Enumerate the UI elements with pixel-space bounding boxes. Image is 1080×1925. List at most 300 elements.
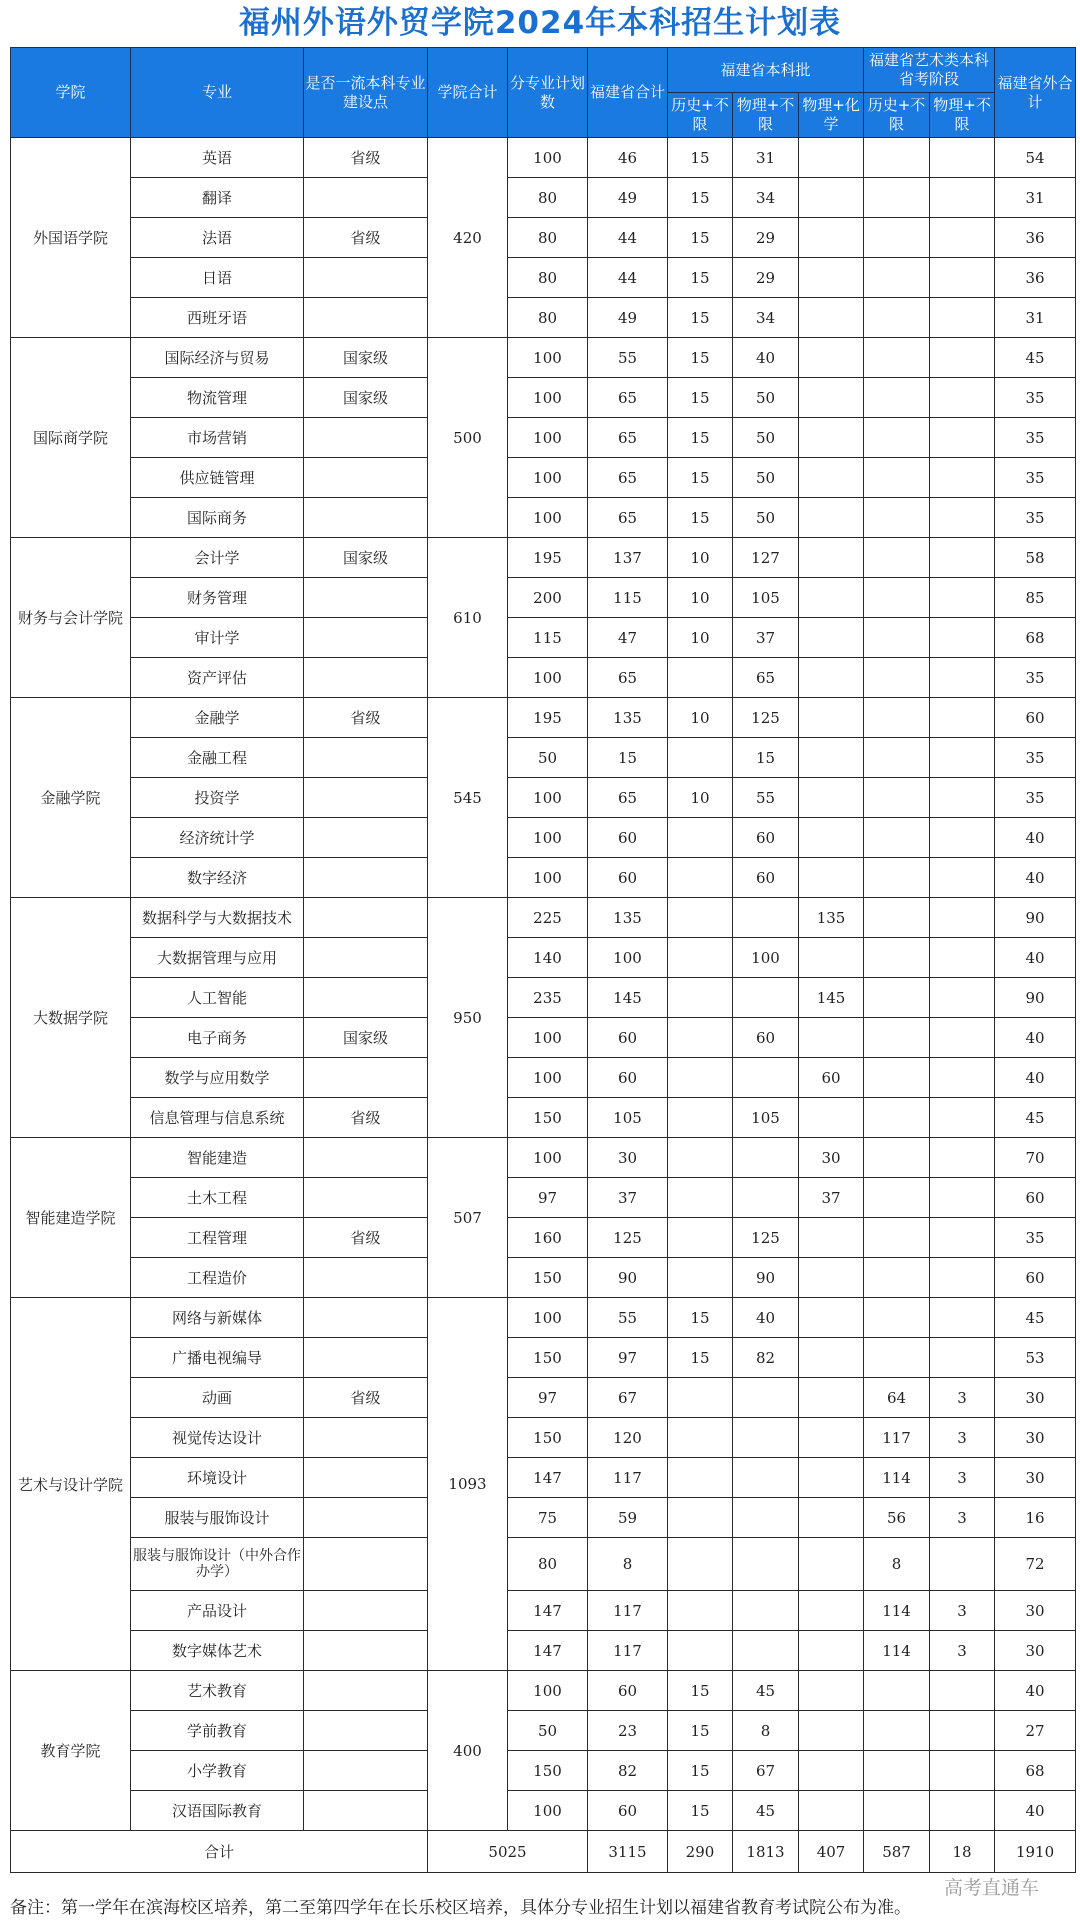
art-history <box>864 898 930 938</box>
college-total: 400 <box>428 1671 508 1831</box>
undergrad-physics <box>733 1538 799 1591</box>
header-fujian-total: 福建省合计 <box>588 48 668 138</box>
undergrad-physics-chem <box>799 138 864 178</box>
undergrad-physics: 127 <box>733 538 799 578</box>
art-history <box>864 1218 930 1258</box>
major-name: 数字经济 <box>131 858 304 898</box>
watermark: 高考直通车 <box>944 1877 1040 1899</box>
first-class-level <box>304 1258 428 1298</box>
fujian-total: 137 <box>588 538 668 578</box>
total-fujian: 3115 <box>588 1831 668 1873</box>
undergrad-physics: 60 <box>733 858 799 898</box>
major-name: 工程造价 <box>131 1258 304 1298</box>
undergrad-physics: 15 <box>733 738 799 778</box>
undergrad-history: 15 <box>668 218 733 258</box>
college-name: 国际商学院 <box>11 338 131 538</box>
art-history <box>864 1138 930 1178</box>
table-row <box>11 1098 1076 1138</box>
major-name: 英语 <box>131 138 304 178</box>
table-row <box>11 1458 1076 1498</box>
enrollment-plan-table <box>10 47 1076 1873</box>
header-outside-total: 福建省外合计 <box>995 48 1076 138</box>
major-name: 学前教育 <box>131 1711 304 1751</box>
table-row <box>11 738 1076 778</box>
art-physics <box>930 1751 995 1791</box>
table-row <box>11 1178 1076 1218</box>
undergrad-physics-chem <box>799 1791 864 1831</box>
fujian-total: 59 <box>588 1498 668 1538</box>
art-physics <box>930 1711 995 1751</box>
art-history <box>864 1791 930 1831</box>
college-name: 教育学院 <box>11 1671 131 1831</box>
outside-total: 35 <box>995 498 1076 538</box>
art-history <box>864 458 930 498</box>
major-name: 物流管理 <box>131 378 304 418</box>
outside-total: 54 <box>995 138 1076 178</box>
undergrad-physics-chem <box>799 818 864 858</box>
college-name: 外国语学院 <box>11 138 131 338</box>
first-class-level <box>304 258 428 298</box>
outside-total: 36 <box>995 218 1076 258</box>
undergrad-history <box>668 1378 733 1418</box>
outside-total: 68 <box>995 618 1076 658</box>
undergrad-history: 15 <box>668 138 733 178</box>
art-history <box>864 618 930 658</box>
undergrad-physics: 105 <box>733 578 799 618</box>
undergrad-physics <box>733 1458 799 1498</box>
art-physics <box>930 138 995 178</box>
art-history: 114 <box>864 1458 930 1498</box>
first-class-level <box>304 1591 428 1631</box>
fujian-total: 60 <box>588 1671 668 1711</box>
outside-total: 35 <box>995 1218 1076 1258</box>
undergrad-history <box>668 738 733 778</box>
first-class-level <box>304 1338 428 1378</box>
total-u2: 1813 <box>733 1831 799 1873</box>
table-row <box>11 858 1076 898</box>
outside-total: 35 <box>995 418 1076 458</box>
art-history: 114 <box>864 1591 930 1631</box>
table-row <box>11 1631 1076 1671</box>
undergrad-physics-chem <box>799 1631 864 1671</box>
outside-total: 58 <box>995 538 1076 578</box>
major-name: 法语 <box>131 218 304 258</box>
table-row <box>11 218 1076 258</box>
art-physics <box>930 618 995 658</box>
first-class-level <box>304 418 428 458</box>
major-name: 国际商务 <box>131 498 304 538</box>
fujian-total: 115 <box>588 578 668 618</box>
art-history <box>864 178 930 218</box>
art-history <box>864 698 930 738</box>
first-class-level: 国家级 <box>304 378 428 418</box>
major-name: 财务管理 <box>131 578 304 618</box>
first-class-level <box>304 1631 428 1671</box>
undergrad-physics-chem <box>799 1378 864 1418</box>
table-row <box>11 1498 1076 1538</box>
art-physics <box>930 378 995 418</box>
art-physics <box>930 818 995 858</box>
outside-total: 30 <box>995 1418 1076 1458</box>
major-plan: 200 <box>508 578 588 618</box>
undergrad-history <box>668 818 733 858</box>
undergrad-history <box>668 1458 733 1498</box>
art-physics <box>930 1218 995 1258</box>
undergrad-physics-chem <box>799 1418 864 1458</box>
first-class-level: 省级 <box>304 1218 428 1258</box>
first-class-level <box>304 1058 428 1098</box>
table-row <box>11 978 1076 1018</box>
undergrad-physics-chem: 37 <box>799 1178 864 1218</box>
major-plan: 75 <box>508 1498 588 1538</box>
undergrad-physics: 50 <box>733 418 799 458</box>
undergrad-physics-chem <box>799 778 864 818</box>
major-plan: 100 <box>508 338 588 378</box>
header-college-total: 学院合计 <box>428 48 508 138</box>
table-row <box>11 1378 1076 1418</box>
fujian-total: 117 <box>588 1631 668 1671</box>
major-plan: 150 <box>508 1338 588 1378</box>
total-u1: 290 <box>668 1831 733 1873</box>
first-class-level <box>304 458 428 498</box>
fujian-total: 55 <box>588 1298 668 1338</box>
undergrad-physics: 125 <box>733 698 799 738</box>
first-class-level <box>304 858 428 898</box>
table-row <box>11 1591 1076 1631</box>
outside-total: 31 <box>995 298 1076 338</box>
art-physics <box>930 1018 995 1058</box>
first-class-level: 国家级 <box>304 338 428 378</box>
undergrad-physics <box>733 1138 799 1178</box>
undergrad-history <box>668 858 733 898</box>
undergrad-history: 15 <box>668 178 733 218</box>
first-class-level <box>304 618 428 658</box>
fujian-total: 55 <box>588 338 668 378</box>
outside-total: 45 <box>995 1298 1076 1338</box>
undergrad-physics-chem: 135 <box>799 898 864 938</box>
undergrad-physics-chem: 145 <box>799 978 864 1018</box>
fujian-total: 82 <box>588 1751 668 1791</box>
major-plan: 150 <box>508 1098 588 1138</box>
total-plan: 5025 <box>428 1831 588 1873</box>
undergrad-history <box>668 658 733 698</box>
major-name: 网络与新媒体 <box>131 1298 304 1338</box>
art-physics <box>930 1138 995 1178</box>
total-a1: 587 <box>864 1831 930 1873</box>
undergrad-history: 15 <box>668 378 733 418</box>
undergrad-physics: 37 <box>733 618 799 658</box>
art-physics <box>930 778 995 818</box>
undergrad-physics: 105 <box>733 1098 799 1138</box>
art-history <box>864 658 930 698</box>
fujian-total: 117 <box>588 1458 668 1498</box>
total-label: 合计 <box>11 1831 428 1873</box>
art-history <box>864 1058 930 1098</box>
undergrad-physics <box>733 1631 799 1671</box>
major-name: 金融学 <box>131 698 304 738</box>
major-plan: 147 <box>508 1631 588 1671</box>
major-name: 大数据管理与应用 <box>131 938 304 978</box>
first-class-level <box>304 1711 428 1751</box>
table-row <box>11 1018 1076 1058</box>
art-physics: 3 <box>930 1378 995 1418</box>
table-row <box>11 178 1076 218</box>
art-history <box>864 298 930 338</box>
art-history: 8 <box>864 1538 930 1591</box>
undergrad-physics: 50 <box>733 458 799 498</box>
major-plan: 100 <box>508 818 588 858</box>
outside-total: 70 <box>995 1138 1076 1178</box>
art-physics <box>930 1671 995 1711</box>
major-name: 市场营销 <box>131 418 304 458</box>
art-history <box>864 138 930 178</box>
table-row <box>11 1138 1076 1178</box>
undergrad-history <box>668 1498 733 1538</box>
undergrad-physics <box>733 1378 799 1418</box>
undergrad-history <box>668 978 733 1018</box>
undergrad-physics: 34 <box>733 178 799 218</box>
art-physics: 3 <box>930 1458 995 1498</box>
undergrad-physics <box>733 978 799 1018</box>
table-row <box>11 298 1076 338</box>
art-history <box>864 858 930 898</box>
art-history <box>864 978 930 1018</box>
fujian-total: 105 <box>588 1098 668 1138</box>
undergrad-history: 15 <box>668 258 733 298</box>
art-physics <box>930 298 995 338</box>
major-plan: 50 <box>508 738 588 778</box>
table-row <box>11 1418 1076 1458</box>
art-history: 114 <box>864 1631 930 1671</box>
major-name: 工程管理 <box>131 1218 304 1258</box>
fujian-total: 65 <box>588 458 668 498</box>
undergrad-history: 15 <box>668 1338 733 1378</box>
fujian-total: 60 <box>588 1791 668 1831</box>
art-physics <box>930 1178 995 1218</box>
first-class-level <box>304 738 428 778</box>
college-total: 500 <box>428 338 508 538</box>
first-class-level: 省级 <box>304 698 428 738</box>
art-physics <box>930 418 995 458</box>
table-row <box>11 1711 1076 1751</box>
art-history <box>864 378 930 418</box>
major-name: 审计学 <box>131 618 304 658</box>
first-class-level: 省级 <box>304 138 428 178</box>
art-physics <box>930 938 995 978</box>
art-physics <box>930 1098 995 1138</box>
outside-total: 30 <box>995 1631 1076 1671</box>
major-plan: 140 <box>508 938 588 978</box>
fujian-total: 37 <box>588 1178 668 1218</box>
undergrad-history: 15 <box>668 338 733 378</box>
fujian-total: 15 <box>588 738 668 778</box>
total-outside: 1910 <box>995 1831 1076 1873</box>
major-name: 投资学 <box>131 778 304 818</box>
table-row <box>11 538 1076 578</box>
art-history <box>864 498 930 538</box>
header-sub-art-history: 历史+不限 <box>864 93 930 138</box>
page-title: 福州外语外贸学院2024年本科招生计划表 <box>238 5 842 41</box>
major-plan: 147 <box>508 1458 588 1498</box>
major-plan: 80 <box>508 298 588 338</box>
art-history <box>864 258 930 298</box>
major-name: 数学与应用数学 <box>131 1058 304 1098</box>
college-name: 大数据学院 <box>11 898 131 1138</box>
art-history <box>864 538 930 578</box>
table-row <box>11 338 1076 378</box>
art-history <box>864 1258 930 1298</box>
fujian-total: 65 <box>588 378 668 418</box>
fujian-total: 135 <box>588 898 668 938</box>
college-total: 1093 <box>428 1298 508 1671</box>
undergrad-physics: 31 <box>733 138 799 178</box>
table-row <box>11 1218 1076 1258</box>
fujian-total: 100 <box>588 938 668 978</box>
table-row <box>11 818 1076 858</box>
undergrad-history: 15 <box>668 498 733 538</box>
outside-total: 60 <box>995 1178 1076 1218</box>
college-total: 545 <box>428 698 508 898</box>
art-physics <box>930 258 995 298</box>
undergrad-physics <box>733 1591 799 1631</box>
undergrad-physics <box>733 1418 799 1458</box>
undergrad-physics: 34 <box>733 298 799 338</box>
major-name: 金融工程 <box>131 738 304 778</box>
header-sub-history: 历史+不限 <box>668 93 733 138</box>
undergrad-physics-chem <box>799 938 864 978</box>
undergrad-physics-chem <box>799 298 864 338</box>
first-class-level: 省级 <box>304 218 428 258</box>
outside-total: 30 <box>995 1378 1076 1418</box>
first-class-level <box>304 778 428 818</box>
art-physics <box>930 178 995 218</box>
undergrad-physics: 29 <box>733 258 799 298</box>
undergrad-history <box>668 1631 733 1671</box>
undergrad-physics-chem <box>799 698 864 738</box>
undergrad-history: 15 <box>668 1751 733 1791</box>
undergrad-physics: 100 <box>733 938 799 978</box>
outside-total: 45 <box>995 338 1076 378</box>
outside-total: 40 <box>995 1058 1076 1098</box>
undergrad-physics: 125 <box>733 1218 799 1258</box>
fujian-total: 44 <box>588 218 668 258</box>
outside-total: 40 <box>995 818 1076 858</box>
undergrad-history: 10 <box>668 618 733 658</box>
art-physics <box>930 738 995 778</box>
art-history: 56 <box>864 1498 930 1538</box>
undergrad-physics: 45 <box>733 1671 799 1711</box>
fujian-total: 60 <box>588 1058 668 1098</box>
fujian-total: 145 <box>588 978 668 1018</box>
undergrad-physics-chem <box>799 738 864 778</box>
undergrad-physics-chem <box>799 458 864 498</box>
undergrad-physics: 60 <box>733 818 799 858</box>
undergrad-physics: 29 <box>733 218 799 258</box>
undergrad-physics-chem <box>799 1098 864 1138</box>
table-row <box>11 1058 1076 1098</box>
undergrad-physics-chem <box>799 218 864 258</box>
table-row <box>11 618 1076 658</box>
major-name: 人工智能 <box>131 978 304 1018</box>
undergrad-history <box>668 1258 733 1298</box>
outside-total: 35 <box>995 658 1076 698</box>
undergrad-physics-chem <box>799 498 864 538</box>
major-name: 会计学 <box>131 538 304 578</box>
undergrad-history: 15 <box>668 1671 733 1711</box>
table-row <box>11 458 1076 498</box>
outside-total: 40 <box>995 858 1076 898</box>
undergrad-history: 10 <box>668 578 733 618</box>
major-name: 服装与服饰设计 <box>131 1498 304 1538</box>
fujian-total: 47 <box>588 618 668 658</box>
undergrad-history <box>668 1098 733 1138</box>
first-class-level <box>304 978 428 1018</box>
art-history <box>864 338 930 378</box>
first-class-level <box>304 818 428 858</box>
major-plan: 100 <box>508 498 588 538</box>
major-plan: 100 <box>508 458 588 498</box>
fujian-total: 65 <box>588 778 668 818</box>
table-row <box>11 1671 1076 1711</box>
art-physics <box>930 218 995 258</box>
fujian-total: 60 <box>588 858 668 898</box>
outside-total: 35 <box>995 378 1076 418</box>
art-history <box>864 1751 930 1791</box>
major-name: 信息管理与信息系统 <box>131 1098 304 1138</box>
first-class-level <box>304 1298 428 1338</box>
major-plan: 80 <box>508 1538 588 1591</box>
art-history <box>864 1098 930 1138</box>
art-history <box>864 1178 930 1218</box>
undergrad-physics-chem <box>799 1458 864 1498</box>
outside-total: 35 <box>995 738 1076 778</box>
major-name: 数字媒体艺术 <box>131 1631 304 1671</box>
undergrad-history <box>668 898 733 938</box>
major-plan: 150 <box>508 1258 588 1298</box>
first-class-level: 国家级 <box>304 538 428 578</box>
outside-total: 40 <box>995 1791 1076 1831</box>
first-class-level <box>304 578 428 618</box>
table-row <box>11 1338 1076 1378</box>
major-plan: 225 <box>508 898 588 938</box>
outside-total: 30 <box>995 1458 1076 1498</box>
art-physics: 3 <box>930 1631 995 1671</box>
undergrad-history: 15 <box>668 418 733 458</box>
art-physics: 3 <box>930 1498 995 1538</box>
footnote: 备注：第一学年在滨海校区培养，第二至第四学年在长乐校区培养，具体分专业招生计划以福建省教育考试院公布为准。 <box>10 1898 911 1918</box>
outside-total: 60 <box>995 1258 1076 1298</box>
undergrad-history: 10 <box>668 778 733 818</box>
header-sub-physics-chem: 物理+化学 <box>799 93 864 138</box>
undergrad-physics-chem: 60 <box>799 1058 864 1098</box>
header-fujian-art: 福建省艺术类本科省考阶段 <box>864 48 995 93</box>
header-major: 专业 <box>131 48 304 138</box>
fujian-total: 49 <box>588 298 668 338</box>
first-class-level <box>304 938 428 978</box>
major-name: 视觉传达设计 <box>131 1418 304 1458</box>
major-name: 西班牙语 <box>131 298 304 338</box>
major-name: 翻译 <box>131 178 304 218</box>
major-plan: 100 <box>508 378 588 418</box>
first-class-level <box>304 1671 428 1711</box>
major-name: 汉语国际教育 <box>131 1791 304 1831</box>
art-physics: 3 <box>930 1418 995 1458</box>
total-row <box>11 1831 1076 1873</box>
major-plan: 100 <box>508 1791 588 1831</box>
major-plan: 195 <box>508 698 588 738</box>
header-college: 学院 <box>11 48 131 138</box>
art-history <box>864 1338 930 1378</box>
